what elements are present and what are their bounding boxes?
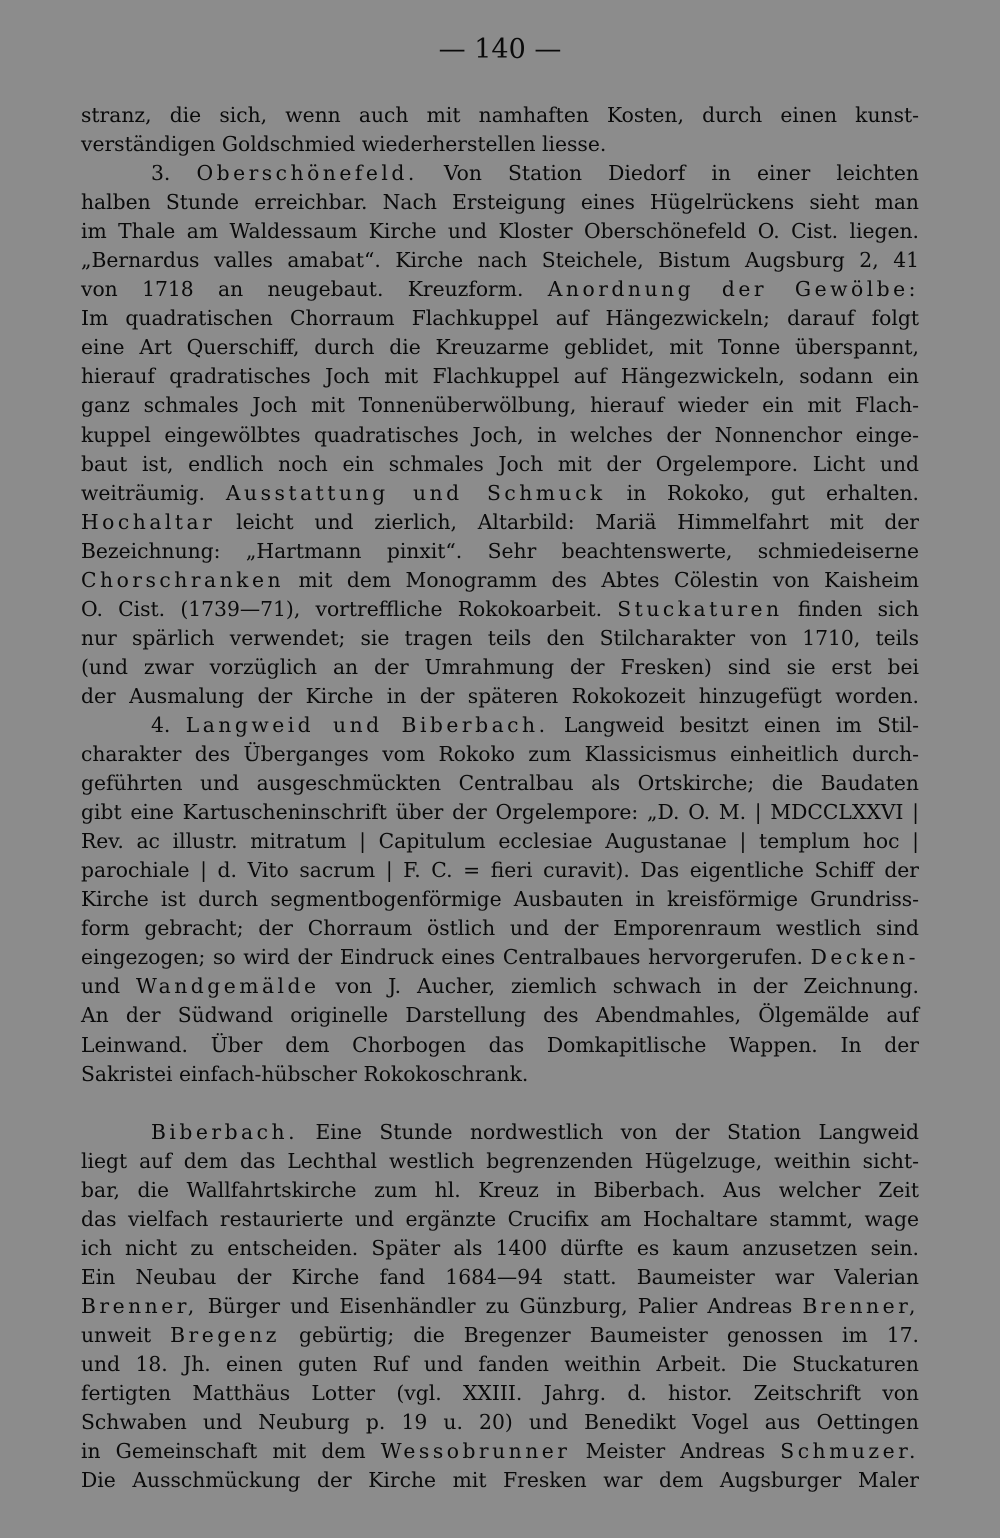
text-line: eine Art Querschiff, durch die Kreuzarme geblidet, mit Tonne überspannt, (81, 335, 919, 360)
text-line: O. Cist. (1739—71), vortreffliche Rokokoarbeit. Stuckaturen finden sich (81, 596, 919, 621)
text-line: kuppel eingewölbtes quadratisches Joch, in welches der Nonnenchor einge- (81, 422, 919, 447)
text-line: form gebracht; der Chorraum östlich und der Emporenraum westlich sind (81, 916, 919, 941)
text-line: eingezogen; so wird der Eindruck eines Centralbaues hervorgerufen. Decken- (81, 945, 919, 970)
text-line: Brenner, Bürger und Eisenhändler zu Günzburg, Palier Andreas Brenner, (81, 1293, 919, 1318)
body-text (81, 101, 919, 1495)
text-line: und 18. Jh. einen guten Ruf und fanden weithin Arbeit. Die Stuckaturen (81, 1351, 919, 1376)
text-line: 3. Oberschönefeld. Von Station Diedorf in einer leichten (151, 161, 919, 186)
text-line: weiträumig. Ausstattung und Schmuck in Rokoko, gut erhalten. (81, 480, 919, 505)
text-line: Kirche ist durch segmentbogenförmige Ausbauten in kreisförmige Grundriss- (81, 887, 919, 912)
text-line: halben Stunde erreichbar. Nach Ersteigung eines Hügelrückens sieht man (81, 190, 919, 215)
text-line: liegt auf dem das Lechthal westlich begrenzenden Hügelzuge, weithin sicht- (81, 1148, 919, 1173)
text-line: Leinwand. Über dem Chorbogen das Domkapitlische Wappen. In der (81, 1032, 919, 1057)
text-line: baut ist, endlich noch ein schmales Joch mit der Orgelempore. Licht und (81, 451, 919, 476)
text-line: Die Ausschmückung der Kirche mit Fresken war dem Augsburger Maler (81, 1468, 919, 1493)
text-line: An der Südwand originelle Darstellung des Abendmahles, Ölgemälde auf (81, 1003, 919, 1028)
text-line: Im quadratischen Chorraum Flachkuppel auf Hängezwickeln; darauf folgt (81, 306, 919, 331)
text-line: unweit Bregenz gebürtig; die Bregenzer Baumeister genossen im 17. (81, 1322, 919, 1347)
text-line: gibt eine Kartuscheninschrift über der Orgelempore: „D. O. M. | MDCCLXXVI | (81, 800, 919, 825)
text-line: stranz, die sich, wenn auch mit namhaften Kosten, durch einen kunst- (81, 103, 919, 127)
page-number: — 140 — (438, 34, 562, 65)
text-line: Hochaltar leicht und zierlich, Altarbild: Mariä Himmelfahrt mit der (81, 509, 919, 534)
paragraph-gap (81, 1089, 919, 1118)
text-line: Bezeichnung: „Hartmann pinxit“. Sehr beachtenswerte, schmiedeiserne (81, 538, 919, 563)
text-line: Sakristei einfach-hübscher Rokokoschrank. (81, 1061, 529, 1086)
text-line: der Ausmalung der Kirche in der späteren Rokokozeit hinzugefügt worden. (81, 683, 919, 708)
text-line: geführten und ausgeschmückten Centralbau als Ortskirche; die Baudaten (81, 771, 919, 796)
text-line: „Bernardus valles amabat“. Kirche nach Steichele, Bistum Augsburg 2, 41 (81, 248, 919, 273)
text-line: fertigten Matthäus Lotter (vgl. XXIII. Jahrg. d. histor. Zeitschrift von (81, 1381, 919, 1406)
text-line: Ein Neubau der Kirche fand 1684—94 statt. Baumeister war Valerian (81, 1264, 919, 1289)
text-line: nur spärlich verwendet; sie tragen teils den Stilcharakter von 1710, teils (81, 625, 919, 650)
text-line: im Thale am Waldessaum Kirche und Kloster Oberschönefeld O. Cist. liegen. (81, 219, 919, 244)
text-line: verständigen Goldschmied wiederherstellen liesse. (81, 132, 607, 157)
text-line: von 1718 an neugebaut. Kreuzform. Anordnung der Gewölbe: (81, 277, 920, 302)
text-line: Rev. ac illustr. mitratum | Capitulum ecclesiae Augustanae | templum hoc | (81, 829, 919, 854)
text-line: Schwaben und Neuburg p. 19 u. 20) und Benedikt Vogel aus Oettingen (81, 1410, 919, 1435)
text-line: parochiale | d. Vito sacrum | F. C. = fieri curavit). Das eigentliche Schiff der (81, 858, 919, 883)
text-line: in Gemeinschaft mit dem Wessobrunner Meister Andreas Schmuzer. (81, 1439, 920, 1464)
text-line: und Wandgemälde von J. Aucher, ziemlich schwach in der Zeichnung. (81, 974, 919, 999)
text-line: das vielfach restaurierte und ergänzte Crucifix am Hochaltare stammt, wage (81, 1206, 919, 1231)
text-line: bar, die Wallfahrtskirche zum hl. Kreuz in Biberbach. Aus welcher Zeit (81, 1177, 919, 1202)
text-line: hierauf qradratisches Joch mit Flachkuppel auf Hängezwickeln, sodann ein (81, 364, 919, 389)
text-line: Biberbach. Eine Stunde nordwestlich von der Station Langweid (151, 1119, 919, 1144)
text-line: ich nicht zu entscheiden. Später als 1400 dürfte es kaum anzusetzen sein. (81, 1235, 919, 1260)
text-line: (und zwar vorzüglich an der Umrahmung der Fresken) sind sie erst bei (81, 654, 919, 679)
text-line: 4. Langweid und Biberbach. Langweid besitzt einen im Stil- (151, 712, 919, 737)
text-line: ganz schmales Joch mit Tonnenüberwölbung, hierauf wieder ein mit Flach- (81, 393, 919, 418)
text-line: charakter des Überganges vom Rokoko zum Klassicismus einheitlich durch- (81, 742, 919, 767)
text-line: Chorschranken mit dem Monogramm des Abtes Cölestin von Kaisheim (81, 567, 919, 592)
